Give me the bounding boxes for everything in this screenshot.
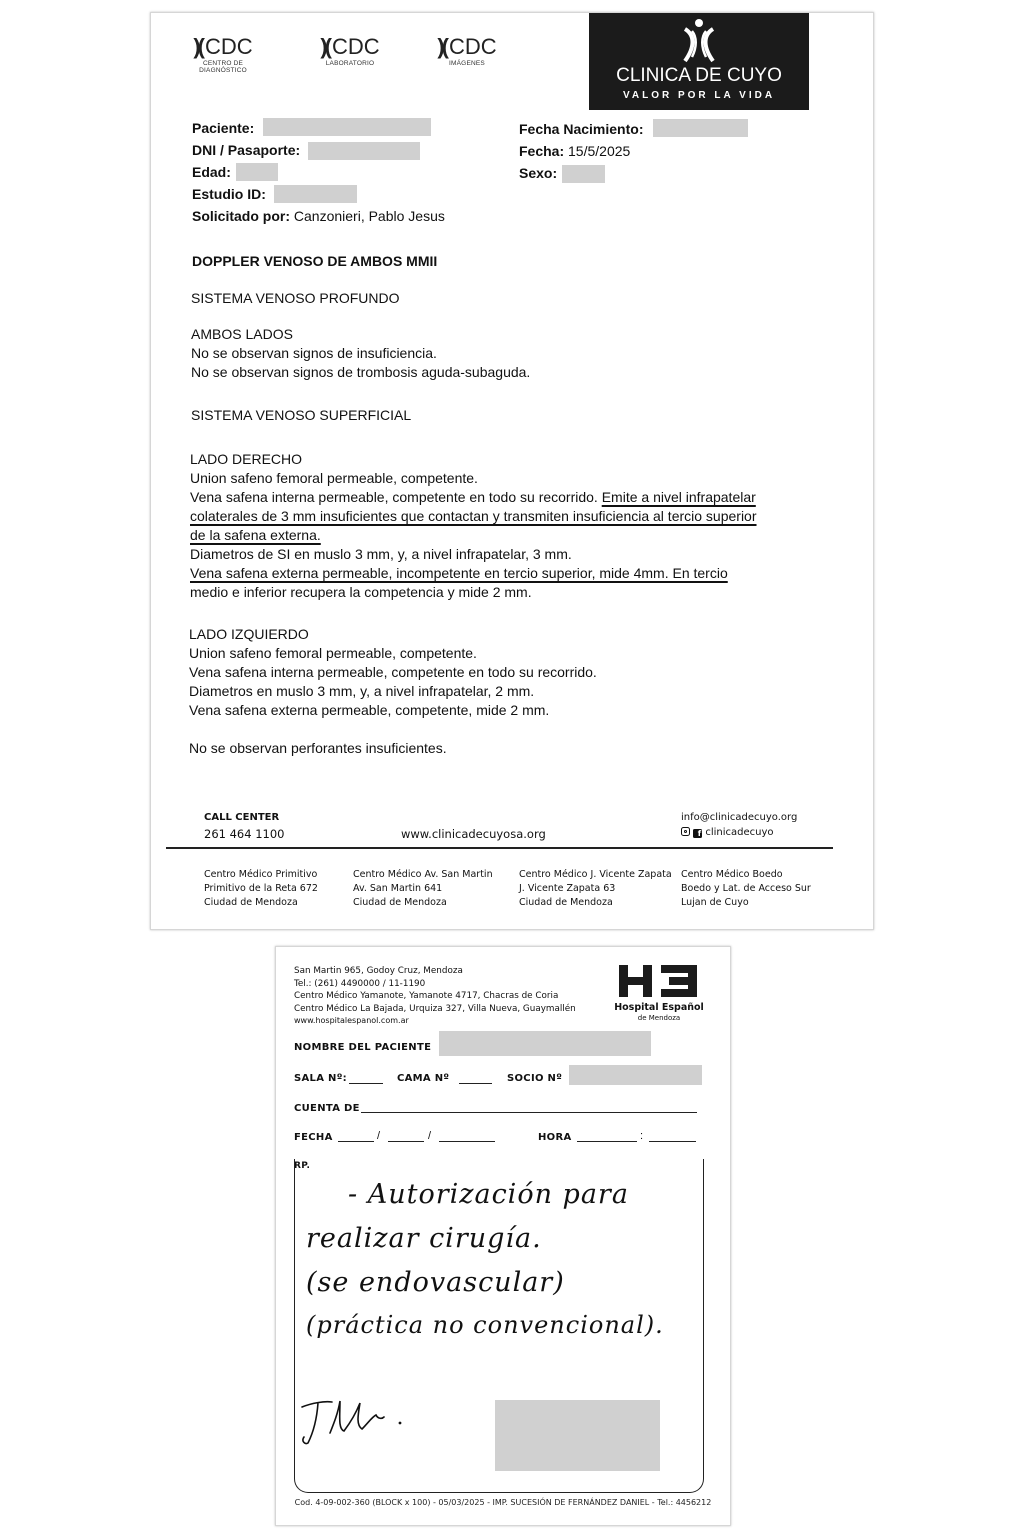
fecha-label: FECHA [294, 1132, 333, 1143]
redacted-socio [569, 1065, 702, 1085]
hospital-city: de Mendoza [637, 1014, 681, 1022]
date-separator: / [377, 1130, 381, 1142]
handwritten-signature [298, 1393, 408, 1453]
fecha-year-field[interactable] [439, 1141, 495, 1142]
derecho-line: Diametros de SI en muslo 3 mm, y, a nivel infrapatelar, 3 mm. [190, 546, 572, 562]
print-code: Cod. 4-09-002-360 (BLOCK x 100) - 05/03/2025 - IMP. SUCESIÓN DE FERNÁNDEZ DANIEL - Tel.: 4456212 [294, 1498, 712, 1507]
handwritten-line: (práctica no convencional). [306, 1311, 664, 1339]
redacted-paciente [263, 118, 431, 136]
derecho-line-underlined: Vena safena externa permeable, incompetente en tercio superior, mide 4mm. En tercio [190, 565, 728, 581]
fecha-estudio: Fecha: 15/5/2025 [519, 143, 631, 159]
prescription-page [275, 946, 731, 1526]
nombre-paciente-label: NOMBRE DEL PACIENTE [294, 1042, 432, 1053]
redacted-edad [236, 163, 278, 181]
solicitado-por: Solicitado por: Canzonieri, Pablo Jesus [192, 208, 445, 224]
fecha-day-field[interactable] [338, 1141, 374, 1142]
izquierdo-line: Union safeno femoral permeable, competente. [189, 645, 477, 661]
redacted-estudio [274, 185, 357, 203]
facebook-icon: f [693, 829, 702, 838]
cuenta-label: CUENTA DE [294, 1103, 360, 1114]
hora-hours-field[interactable] [577, 1141, 637, 1142]
edad-label: Edad: [192, 164, 231, 180]
ambos-line: No se observan signos de insuficiencia. [191, 345, 437, 361]
report-page [150, 12, 874, 930]
sexo-label: Sexo: [519, 165, 558, 181]
conclusion: No se observan perforantes insuficientes. [189, 740, 447, 756]
date-separator: / [428, 1130, 432, 1142]
derecho-line: Vena safena interna permeable, competente en todo su recorrido. Emite a nivel infrapatelar [190, 489, 756, 505]
derecho-heading: LADO DERECHO [190, 451, 303, 467]
fecha-nacimiento-label: Fecha Nacimiento: [519, 121, 644, 137]
derecho-line: medio e inferior recupera la competencia y mide 2 mm. [190, 584, 532, 600]
instagram-icon [681, 827, 690, 836]
call-center-label: CALL CENTER [204, 812, 280, 823]
report-title: DOPPLER VENOSO DE AMBOS MMII [192, 253, 438, 269]
sala-field[interactable] [349, 1083, 383, 1084]
hora-label: HORA [538, 1132, 572, 1143]
footer-divider [166, 847, 833, 849]
redacted-nombre [439, 1031, 651, 1056]
socio-label: SOCIO Nº [507, 1073, 563, 1084]
dni-label: DNI / Pasaporte: [192, 142, 301, 158]
time-separator: : [640, 1130, 644, 1142]
ambos-line: No se observan signos de trombosis aguda-subaguda. [191, 364, 531, 380]
izquierdo-heading: LADO IZQUIERDO [189, 626, 309, 642]
estudio-label: Estudio ID: [192, 186, 266, 202]
redacted-sexo [562, 165, 605, 183]
paciente-label: Paciente: [192, 120, 255, 136]
sala-label: SALA Nº: [294, 1073, 347, 1084]
derecho-line-underlined: colaterales de 3 mm insuficientes que contactan y transmiten insuficiencia al tercio superior [190, 508, 757, 524]
he-logo-icon [617, 963, 701, 999]
handwritten-line: (se endovascular) [306, 1267, 565, 1298]
redacted-stamp [495, 1400, 660, 1471]
branch-san-martin: Centro Médico Av. San Martin Av. San Martin 641 Ciudad de Mendoza [353, 869, 493, 908]
izquierdo-line: Diametros en muslo 3 mm, y, a nivel infrapatelar, 2 mm. [189, 683, 535, 699]
cama-label: CAMA Nº [397, 1073, 450, 1084]
redacted-dni [308, 142, 420, 160]
website-link[interactable]: www.clinicadecuyosa.org [401, 827, 546, 841]
cuenta-field[interactable] [361, 1112, 697, 1113]
cdc-imagenes-logo: )( CDC IMÁGENES [437, 34, 497, 67]
izquierdo-line: Vena safena interna permeable, competente en todo su recorrido. [189, 664, 597, 680]
hospital-address: San Martin 965, Godoy Cruz, Mendoza Tel.: (261) 4490000 / 11-1190 Centro Médico Yamanote, Yamanote 4717, Chacras de Coria Centro Médico La Bajada, Urquiza 327, Villa Nueva, Guaymallén www.hospitalespanol.com.ar [294, 966, 576, 1025]
cama-field[interactable] [459, 1083, 492, 1084]
fecha-month-field[interactable] [388, 1141, 424, 1142]
handwritten-line: - Autorización para [348, 1179, 629, 1210]
brand-name: CLINICA DE CUYO [616, 65, 782, 86]
derecho-line-underlined: de la safena externa. [190, 527, 321, 543]
izquierdo-line: Vena safena externa permeable, competente, mide 2 mm. [189, 702, 550, 718]
section-superficial: SISTEMA VENOSO SUPERFICIAL [191, 407, 412, 423]
hospital-name: Hospital Español [614, 1002, 704, 1013]
cdc-laboratorio-logo: )( CDC LABORATORIO [320, 34, 380, 67]
rp-label: RP. [294, 1161, 311, 1171]
cdc-diagnostico-logo: )( CDC CENTRO DE DIAGNÓSTICO [193, 34, 253, 74]
section-profundo: SISTEMA VENOSO PROFUNDO [191, 290, 400, 306]
branch-boedo: Centro Médico Boedo Boedo y Lat. de Acceso Sur Lujan de Cuyo [681, 869, 811, 908]
hora-minutes-field[interactable] [649, 1141, 696, 1142]
brand-tagline: VALOR POR LA VIDA [622, 90, 776, 101]
email-link[interactable]: info@clinicadecuyo.org [681, 812, 798, 823]
derecho-line: Union safeno femoral permeable, competente. [190, 470, 478, 486]
social-handle[interactable]: f clinicadecuyo [681, 827, 774, 838]
clinica-emblem-icon [679, 17, 719, 63]
branch-vicente-zapata: Centro Médico J. Vicente Zapata J. Vicente Zapata 63 Ciudad de Mendoza [519, 869, 672, 908]
ambos-heading: AMBOS LADOS [191, 326, 293, 342]
handwritten-line: realizar cirugía. [306, 1223, 542, 1254]
branch-primitivo: Centro Médico Primitivo Primitivo de la Reta 672 Ciudad de Mendoza [204, 869, 318, 908]
clinica-de-cuyo-logo [589, 13, 809, 110]
redacted-nacimiento [653, 119, 748, 137]
call-center-phone[interactable]: 261 464 1100 [204, 827, 285, 841]
hospital-espanol-logo [614, 963, 704, 1025]
